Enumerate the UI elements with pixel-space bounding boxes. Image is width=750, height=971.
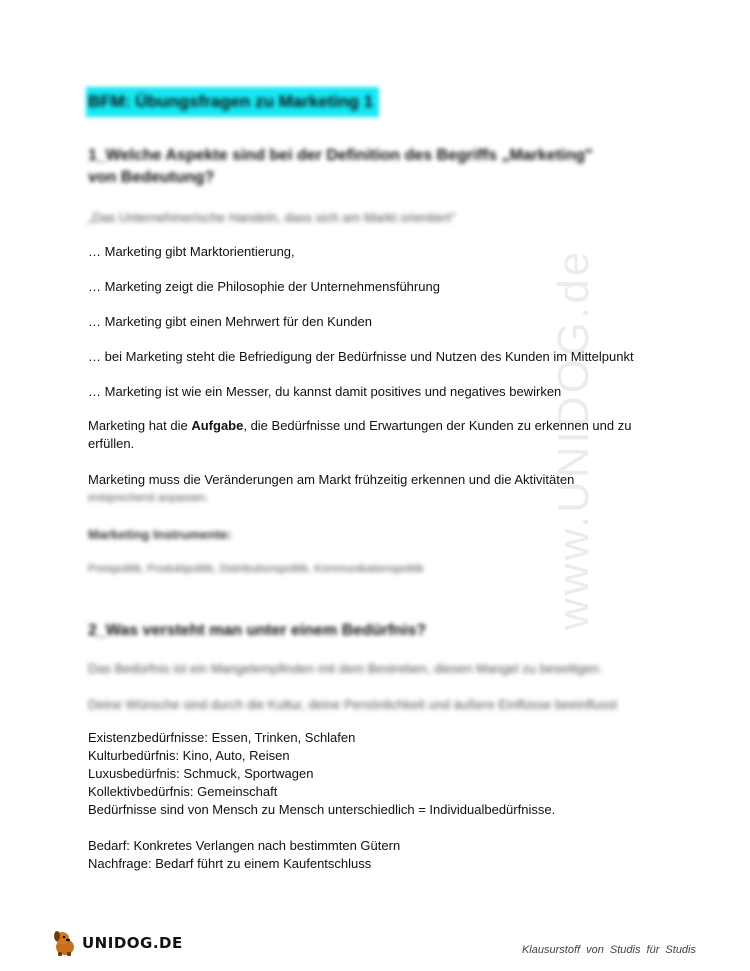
marketing-task-bold: Aufgabe xyxy=(191,418,244,433)
footer-tagline: Klausurstoff von Studis für Studis xyxy=(521,944,696,956)
watermark: www.UNIDOG.de xyxy=(549,248,598,630)
need-definition-line: Deine Wünsche sind durch die Kultur, deine Persönlichkeit und äußere Einflüsse beeinflusst xyxy=(88,697,617,712)
footer-logo xyxy=(52,928,183,958)
market-change-line-2: entsprechend anpassen. xyxy=(88,492,209,504)
aspect-point: … Marketing zeigt die Philosophie der Unternehmensführung xyxy=(88,279,440,294)
needs-item: Luxusbedürfnis: Schmuck, Sportwagen xyxy=(88,766,314,781)
aspect-point: … Marketing gibt Marktorientierung, xyxy=(88,244,295,259)
question-1-heading-line-2: von Bedeutung? xyxy=(88,169,215,186)
needs-item: Kollektivbedürfnis: Gemeinschaft xyxy=(88,784,278,799)
dog-icon xyxy=(52,929,78,957)
instruments-heading: Marketing Instrumente: xyxy=(88,527,232,542)
nachfrage-definition: Nachfrage: Bedarf führt zu einem Kaufentschluss xyxy=(88,856,372,871)
marketing-task-text: Marketing hat die xyxy=(88,418,192,433)
market-change-line-1: Marketing muss die Veränderungen am Markt frühzeitig erkennen und die Aktivitäten xyxy=(88,472,575,487)
bedarf-definition: Bedarf: Konkretes Verlangen nach bestimmten Gütern xyxy=(88,838,401,853)
question-1-heading-line-1: 1_Welche Aspekte sind bei der Definition des Begriffs „Marketing" xyxy=(88,147,593,164)
aspect-point: … Marketing gibt einen Mehrwert für den Kunden xyxy=(88,314,372,329)
need-definition-line: Das Bedürfnis ist ein Mangelempfinden mit dem Bestreben, diesen Mangel zu beseitigen. xyxy=(88,661,603,676)
definition-quote: „Das Unternehmerische Handeln, dass sich am Markt orientiert" xyxy=(88,210,456,225)
aspect-point: … bei Marketing steht die Befriedigung der Bedürfnisse und Nutzen des Kunden im Mittelpunkt xyxy=(88,349,634,364)
instruments-list: Preispolitik, Produktpolitik, Distributionspolitik, Kommunikationspolitik xyxy=(88,563,424,575)
document-title: BFM: Übungsfragen zu Marketing 1 xyxy=(86,87,379,117)
needs-item: Bedürfnisse sind von Mensch zu Mensch unterschiedlich = Individualbedürfnisse. xyxy=(88,802,556,817)
marketing-task-text: , die Bedürfnisse und Erwartungen der Kunden zu erkennen und zu erfüllen. xyxy=(88,418,632,451)
needs-item: Kulturbedürfnis: Kino, Auto, Reisen xyxy=(88,748,290,763)
question-2-heading: 2_Was versteht man unter einem Bedürfnis? xyxy=(88,622,427,639)
question-1-heading xyxy=(88,145,658,189)
needs-item: Existenzbedürfnisse: Essen, Trinken, Schlafen xyxy=(88,730,356,745)
logo-text: UNIDOG.DE xyxy=(82,934,183,952)
needs-list xyxy=(88,729,555,873)
market-change-paragraph xyxy=(88,471,653,507)
marketing-task-paragraph xyxy=(88,417,653,453)
aspect-point: … Marketing ist wie ein Messer, du kannst damit positives und negatives bewirken xyxy=(88,384,562,399)
